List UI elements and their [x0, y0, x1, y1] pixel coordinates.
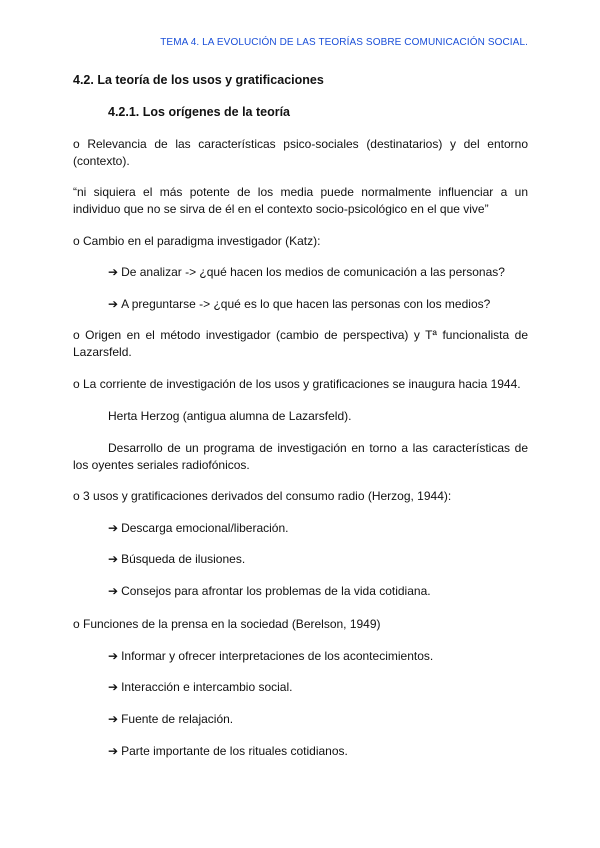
list-item — [108, 296, 528, 313]
list-item-text: Fuente de relajación. — [121, 712, 234, 726]
list-item — [108, 743, 528, 760]
arrow-icon: ➔ — [108, 744, 119, 758]
list-item — [108, 264, 528, 281]
paragraph-cambio-paradigma: o Cambio en el paradigma investigador (Katz): — [73, 234, 321, 248]
paragraph-relevancia: o Relevancia de las características psico-sociales (destinatarios) y del entorno (contexto). — [73, 137, 528, 168]
paragraph-desarrollo: Desarrollo de un programa de investigación en torno a las características de los oyentes seriales radiofónicos. — [73, 441, 528, 472]
list-item — [108, 551, 528, 568]
page-header: TEMA 4. LA EVOLUCIÓN DE LAS TEORÍAS SOBRE COMUNICACIÓN SOCIAL. — [160, 37, 528, 48]
list-item-text: A preguntarse -> ¿qué es lo que hacen las personas con los medios? — [121, 297, 491, 311]
arrow-icon: ➔ — [108, 680, 119, 694]
paragraph-funciones-prensa: o Funciones de la prensa en la sociedad (Berelson, 1949) — [73, 617, 381, 631]
quote: “ni siquiera el más potente de los media puede normalmente influenciar a un individuo que no se sirva de él en el contexto socio-psicológico en el que vive” — [73, 185, 528, 216]
list-item — [108, 679, 528, 696]
list-item — [108, 648, 528, 665]
list-item-text: Parte importante de los rituales cotidianos. — [121, 744, 348, 758]
list-item-text: Consejos para afrontar los problemas de la vida cotidiana. — [121, 584, 431, 598]
list-item-text: De analizar -> ¿qué hacen los medios de comunicación a las personas? — [121, 265, 505, 279]
arrow-icon: ➔ — [108, 521, 119, 535]
arrow-icon: ➔ — [108, 552, 119, 566]
list-item-text: Descarga emocional/liberación. — [121, 521, 289, 535]
arrow-icon: ➔ — [108, 297, 119, 311]
list-item-text: Búsqueda de ilusiones. — [121, 552, 246, 566]
paragraph-herta-herzog: Herta Herzog (antigua alumna de Lazarsfeld). — [108, 409, 352, 423]
arrow-icon: ➔ — [108, 265, 119, 279]
paragraph-usos-radio: o 3 usos y gratificaciones derivados del consumo radio (Herzog, 1944): — [73, 489, 452, 503]
arrow-icon: ➔ — [108, 584, 119, 598]
subsection-title: 4.2.1. Los orígenes de la teoría — [108, 105, 291, 119]
paragraph-origen: o Origen en el método investigador (cambio de perspectiva) y Tª funcionalista de Lazarsfeld. — [73, 328, 528, 359]
list-item — [108, 583, 528, 600]
paragraph-corriente: o La corriente de investigación de los usos y gratificaciones se inaugura hacia 1944. — [73, 377, 521, 391]
arrow-icon: ➔ — [108, 649, 119, 663]
section-title: 4.2. La teoría de los usos y gratificaciones — [73, 73, 324, 87]
arrow-icon: ➔ — [108, 712, 119, 726]
list-item-text: Informar y ofrecer interpretaciones de los acontecimientos. — [121, 649, 434, 663]
list-item — [108, 520, 528, 537]
list-item-text: Interacción e intercambio social. — [121, 680, 293, 694]
list-item — [108, 711, 528, 728]
